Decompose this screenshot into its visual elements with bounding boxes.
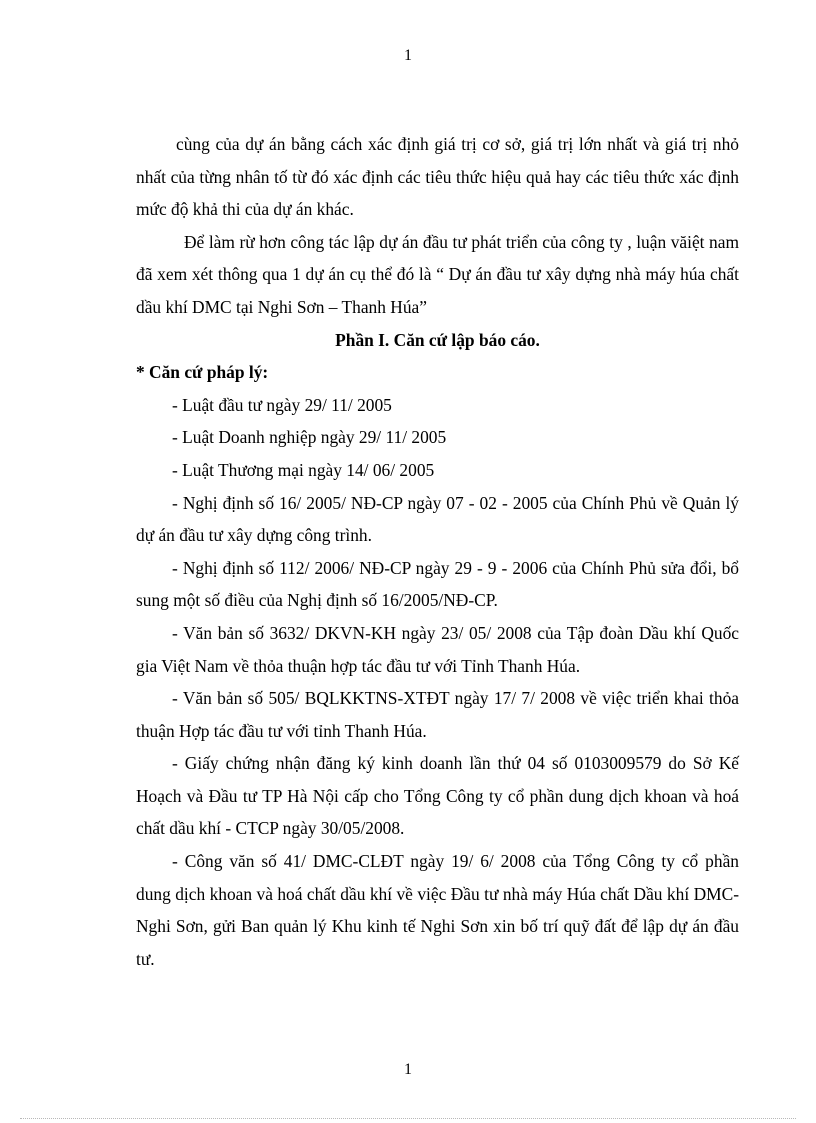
legal-basis-heading: * Căn cứ pháp lý: xyxy=(136,362,269,383)
section-heading: Phần I. Căn cứ lập báo cáo. xyxy=(335,329,540,350)
legal-item: - Luật đầu tư ngày 29/ 11/ 2005 xyxy=(172,394,392,415)
legal-item: - Văn bản số 505/ BQLKKTNS-XTĐT ngày 17/ 7/ 2008 về việc triển khai thỏa thuận Hợp tác đầu tư với tỉnh Thanh Húa. xyxy=(136,688,739,741)
legal-item: - Nghị định số 112/ 2006/ NĐ-CP ngày 29 - 9 - 2006 của Chính Phủ sửa đổi, bổ sung một số điều của Nghị định số 16/2005/NĐ-CP. xyxy=(136,557,739,611)
page-edge-divider xyxy=(20,1118,796,1119)
legal-item: - Văn bản số 3632/ DKVN-KH ngày 23/ 05/ 2008 của Tập đoàn Dầu khí Quốc gia Việt Nam về thỏa thuận hợp tác đầu tư với Tỉnh Thanh Húa. xyxy=(136,622,739,676)
document-body xyxy=(136,128,739,975)
intro-paragraph: Để làm rừ hơn công tác lập dự án đầu tư phát triển của công ty , luận văiệt nam đã xem xét thông qua 1 dự án cụ thể đó là “ Dự án đầu tư xây dựng nhà máy húa chất dầu khí DMC tại Nghi Sơn – Thanh Húa” xyxy=(136,231,739,317)
header-page-number: 1 xyxy=(404,47,412,64)
legal-item: - Luật Thương mại ngày 14/ 06/ 2005 xyxy=(172,459,435,480)
legal-item: - Công văn số 41/ DMC-CLĐT ngày 19/ 6/ 2008 của Tổng Công ty cổ phần dung dịch khoan và hoá chất dầu khí về việc Đầu tư nhà máy Húa chất Dầu khí DMC- Nghi Sơn, gửi Ban quản lý Khu kinh tế Nghi Sơn xin bố trí quỹ đất để lập dự án đầu tư. xyxy=(136,851,739,969)
legal-item: - Giấy chứng nhận đăng ký kinh doanh lần thứ 04 số 0103009579 do Sở Kế Hoạch và Đầu tư TP Hà Nội cấp cho Tổng Công ty cổ phần dung dịch khoan và hoá chất dầu khí - CTCP ngày 30/05/2008. xyxy=(136,753,739,839)
intro-continuation: cùng của dự án bằng cách xác định giá trị cơ sở, giá trị lớn nhất và giá trị nhỏ nhất của từng nhân tố từ đó xác định các tiêu thức hiệu quả hay các tiêu thức xác định mức độ khả thi của dự án khác. xyxy=(136,134,739,220)
footer-page-number: 1 xyxy=(404,1061,412,1078)
legal-item: - Luật Doanh nghiệp ngày 29/ 11/ 2005 xyxy=(172,427,447,448)
legal-item: - Nghị định số 16/ 2005/ NĐ-CP ngày 07 - 02 - 2005 của Chính Phủ về Quản lý dự án đầu tư xây dựng công trình. xyxy=(136,492,739,546)
